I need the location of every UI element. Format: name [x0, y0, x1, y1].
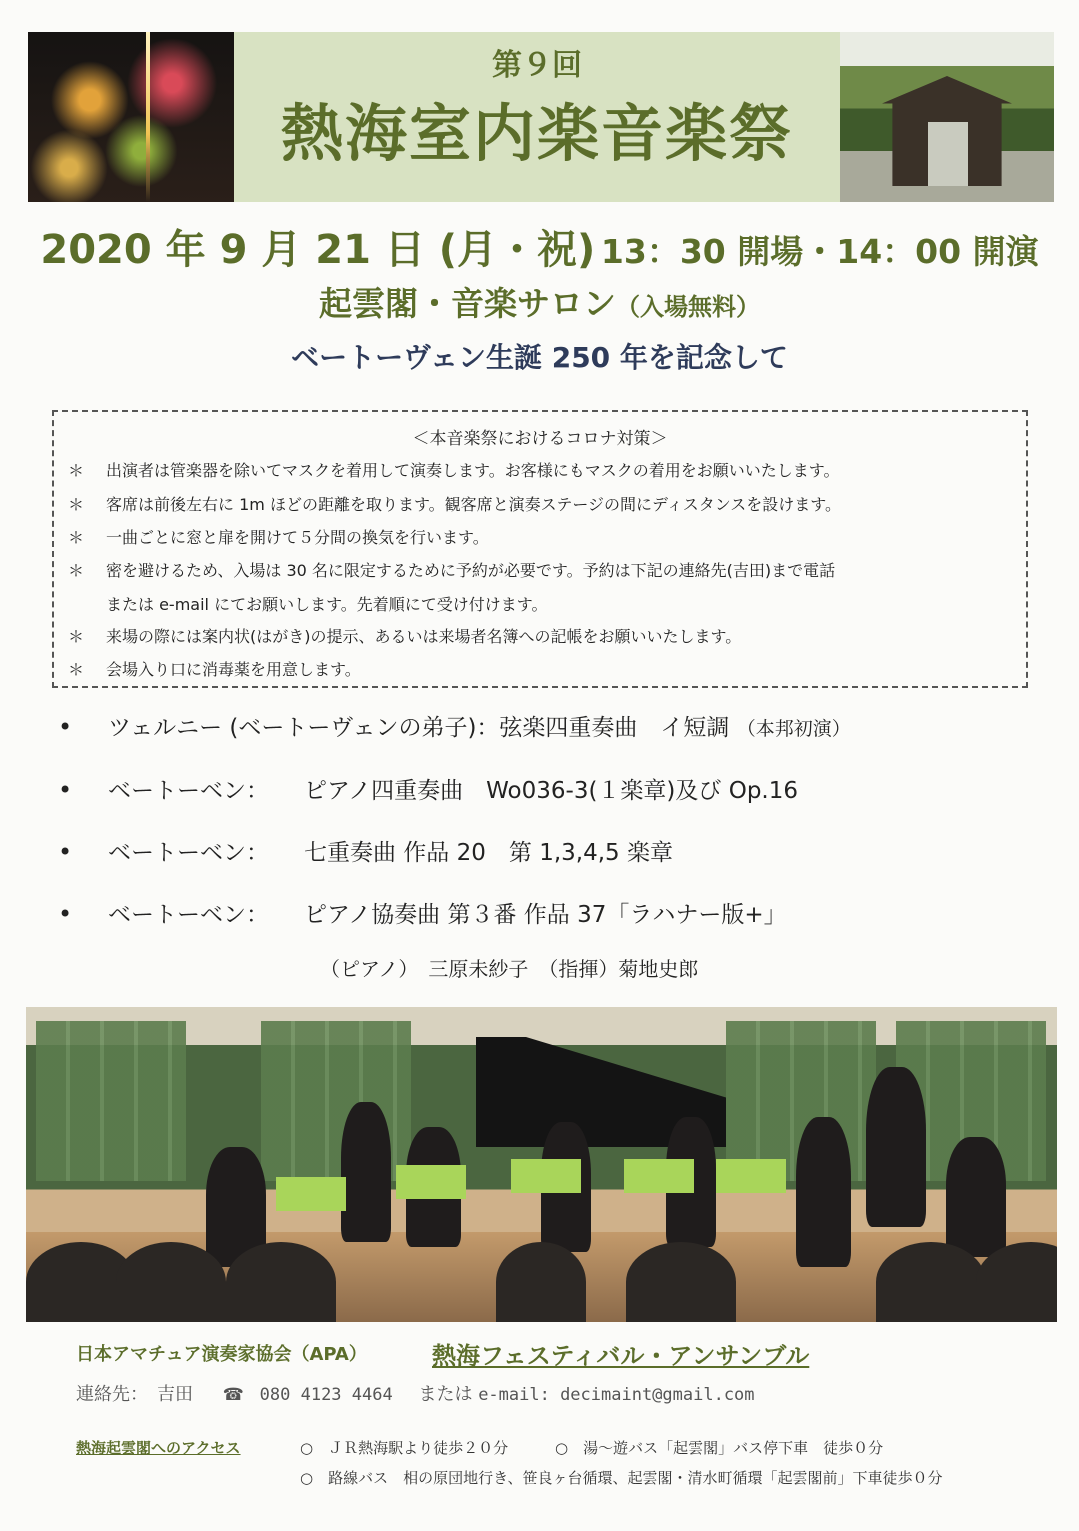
event-time: 13：30 開場・14：00 開演: [600, 232, 1039, 271]
asterisk-icon: ＊: [68, 660, 85, 679]
covid-item: ＊ 来場の際には案内状(はがき)の提示、あるいは来場者名簿への記帳をお願いいたします。: [68, 624, 741, 647]
program-item: [58, 834, 673, 867]
concert-photo: [26, 1007, 1057, 1322]
covid-item: ＊ 密を避けるため、入場は 30 名に限定するために予約が必要です。予約は下記の連絡先(吉田)まで電話: [68, 558, 835, 581]
ensemble-name: 熱海フェスティバル・アンサンブル: [432, 1342, 810, 1370]
program-detail: (ベートーヴェンの弟子)：弦楽四重奏曲 イ短調: [229, 715, 730, 741]
event-venue-line: [0, 278, 1079, 325]
circle-bullet-icon: ○: [300, 1469, 314, 1487]
program-composer: ベートーベン：: [108, 902, 269, 928]
program-note: （本邦初演）: [736, 718, 851, 740]
organization-name: 日本アマチュア演奏家協会（APA）: [76, 1344, 367, 1365]
contact-line: [76, 1380, 755, 1406]
circle-bullet-icon: ○: [555, 1439, 569, 1457]
covid-measures-title: ＜本音楽祭におけるコロナ対策＞: [412, 429, 668, 449]
access-item: ○ 湯～遊バス「起雲閣」バス停下車 徒歩０分: [555, 1439, 884, 1457]
event-date: 2020 年 9 月 21 日 (月・祝): [40, 227, 596, 273]
program-item: [58, 772, 798, 805]
event-venue: 起雲閣・音楽サロン: [319, 284, 616, 323]
covid-item: ＊ 会場入り口に消毒薬を用意します。: [68, 657, 361, 680]
circle-bullet-icon: ○: [300, 1439, 314, 1457]
program-composer: ベートーベン：: [108, 778, 269, 804]
festival-edition: 第９回: [492, 48, 582, 83]
program-item: [58, 709, 851, 742]
performers: （ピアノ） 三原未紗子 （指揮）菊地史郎: [320, 957, 699, 981]
asterisk-icon: ＊: [68, 528, 85, 547]
program-composer: ベートーベン：: [108, 840, 269, 866]
program-composer: ツェルニー: [108, 715, 223, 741]
fireworks-photo: [28, 32, 234, 202]
covid-item-continuation: または e-mail にてお願いします。先着順にて受け付けます。: [106, 595, 548, 614]
event-date-time: [0, 218, 1079, 275]
covid-item: ＊ 一曲ごとに窓と扉を開けて５分間の換気を行います。: [68, 525, 489, 548]
covid-item: ＊ 出演者は管楽器を除いてマスクを着用して演奏します。お客様にもマスクの着用をお願いいたします。: [68, 458, 839, 481]
festival-title: 熱海室内楽音楽祭: [280, 97, 793, 170]
or-label: または: [418, 1384, 473, 1405]
program-detail: ピアノ協奏曲 第３番 作品 37「ラハナー版+」: [304, 902, 787, 928]
contact-label: 連絡先： 吉田: [76, 1384, 193, 1405]
bullet-icon: •: [58, 713, 73, 741]
bullet-icon: •: [58, 838, 73, 866]
event-subtitle: ベートーヴェン生誕 250 年を記念して: [291, 341, 788, 374]
admission-note: （入場無料）: [616, 293, 760, 321]
access-item: ○ 路線バス 相の原団地行き、笹良ヶ台循環、起雲閣・清水町循環「起雲閣前」下車徒歩０分: [300, 1469, 943, 1487]
covid-item: ＊ 客席は前後左右に 1m ほどの距離を取ります。観客席と演奏ステージの間にディスタンスを設けます。: [68, 492, 841, 515]
phone-number: 080 4123 4464: [259, 1385, 393, 1405]
asterisk-icon: ＊: [68, 461, 85, 480]
access-heading: 熱海起雲閣へのアクセス: [76, 1439, 241, 1457]
bullet-icon: •: [58, 900, 73, 928]
program-detail: 七重奏曲 作品 20 第 1,3,4,5 楽章: [304, 840, 673, 866]
phone-icon: ☎: [222, 1385, 244, 1405]
asterisk-icon: ＊: [68, 627, 85, 646]
bullet-icon: •: [58, 776, 73, 804]
program-detail: ピアノ四重奏曲 Wo036-3(１楽章)及び Op.16: [304, 778, 798, 804]
garden-gate-photo: [840, 32, 1054, 202]
asterisk-icon: ＊: [68, 495, 85, 514]
asterisk-icon: ＊: [68, 561, 85, 580]
access-item: ○ ＪＲ熱海駅より徒歩２０分: [300, 1439, 509, 1457]
email-address: e-mail: decimaint@gmail.com: [478, 1385, 755, 1405]
program-item: [58, 896, 787, 929]
